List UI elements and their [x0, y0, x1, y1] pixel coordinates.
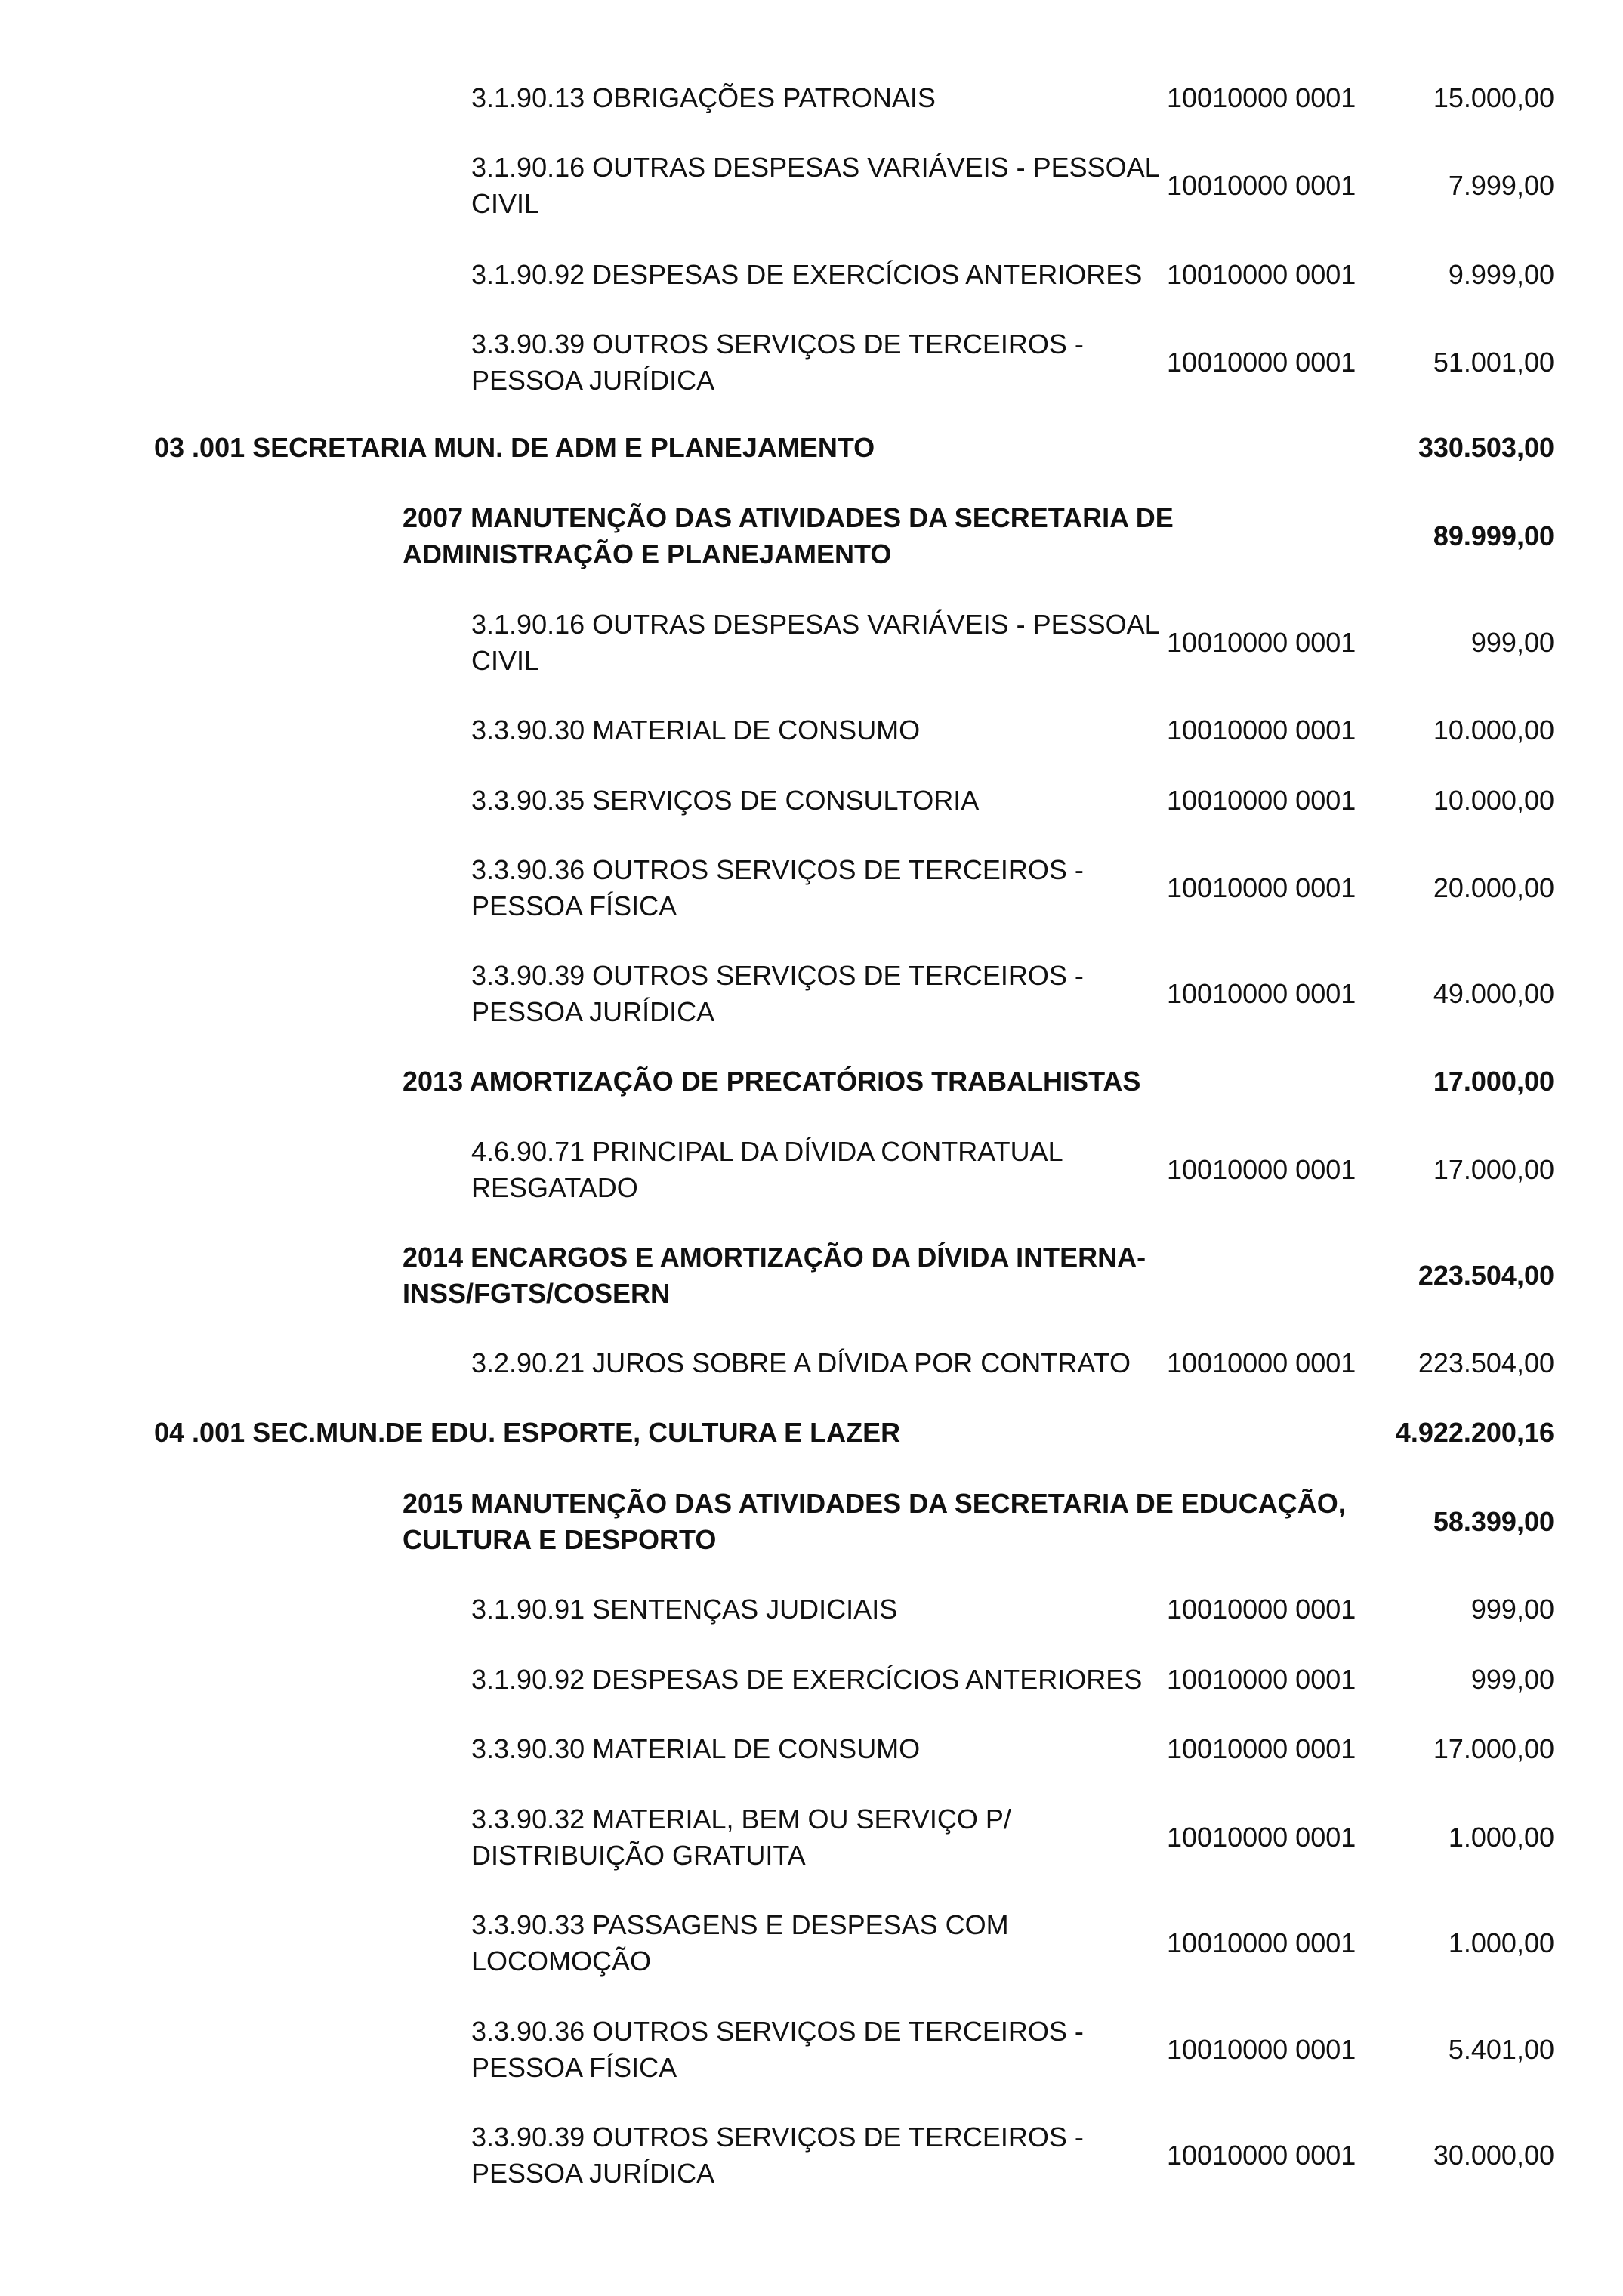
row-valor: 51.001,00	[1433, 347, 1554, 378]
row-valor: 999,00	[1470, 1664, 1554, 1695]
elemento-row	[0, 1662, 1623, 1698]
row-description: 3.3.90.30 MATERIAL DE CONSUMO	[471, 1733, 921, 1764]
elemento-row	[0, 1345, 1623, 1381]
elemento-row	[0, 1907, 1623, 1980]
row-valor: 999,00	[1470, 1594, 1554, 1625]
row-fonte: 10010000 0001	[1167, 347, 1356, 378]
row-valor: 9.999,00	[1448, 259, 1554, 290]
row-description: 3.3.90.35 SERVIÇOS DE CONSULTORIA	[471, 785, 980, 816]
elemento-row	[0, 1801, 1623, 1874]
elemento-row	[0, 326, 1623, 399]
row-description: 3.3.90.32 MATERIAL, BEM OU SERVIÇO P/ DISTRIBUIÇÃO GRATUITA	[471, 1804, 1011, 1871]
row-fonte: 10010000 0001	[1167, 1822, 1356, 1853]
row-valor: 17.000,00	[1433, 1066, 1554, 1097]
row-valor: 5.401,00	[1448, 2034, 1554, 2065]
row-valor: 17.000,00	[1433, 1154, 1554, 1185]
row-fonte: 10010000 0001	[1167, 1927, 1356, 1958]
elemento-row	[0, 606, 1623, 679]
row-fonte: 10010000 0001	[1167, 978, 1356, 1009]
row-description: 3.1.90.92 DESPESAS DE EXERCÍCIOS ANTERIORES	[471, 1664, 1143, 1695]
row-description: 3.1.90.16 OUTRAS DESPESAS VARIÁVEIS - PESSOAL CIVIL	[471, 152, 1160, 219]
row-valor: 223.504,00	[1418, 1260, 1554, 1291]
row-description: 3.3.90.39 OUTROS SERVIÇOS DE TERCEIROS - PESSOA JURÍDICA	[471, 2122, 1084, 2189]
row-fonte: 10010000 0001	[1167, 170, 1356, 201]
row-description: 3.3.90.30 MATERIAL DE CONSUMO	[471, 714, 921, 745]
row-valor: 89.999,00	[1433, 520, 1554, 551]
row-description: 2015 MANUTENÇÃO DAS ATIVIDADES DA SECRETARIA DE EDUCAÇÃO, CULTURA E DESPORTO	[403, 1488, 1346, 1555]
row-fonte: 10010000 0001	[1167, 1594, 1356, 1625]
row-valor: 1.000,00	[1448, 1822, 1554, 1853]
secretaria-row	[0, 430, 1623, 466]
row-fonte: 10010000 0001	[1167, 714, 1356, 745]
acao-row	[0, 1486, 1623, 1558]
row-valor: 10.000,00	[1433, 785, 1554, 816]
elemento-row	[0, 80, 1623, 116]
row-valor: 58.399,00	[1433, 1506, 1554, 1537]
row-description: 3.1.90.16 OUTRAS DESPESAS VARIÁVEIS - PESSOAL CIVIL	[471, 609, 1160, 676]
row-valor: 4.922.200,16	[1395, 1417, 1554, 1448]
elemento-row	[0, 1134, 1623, 1206]
row-fonte: 10010000 0001	[1167, 2140, 1356, 2171]
elemento-row	[0, 1591, 1623, 1628]
row-valor: 15.000,00	[1433, 82, 1554, 113]
row-fonte: 10010000 0001	[1167, 1664, 1356, 1695]
elemento-row	[0, 2014, 1623, 2086]
acao-row	[0, 1239, 1623, 1312]
acao-row	[0, 500, 1623, 572]
elemento-row	[0, 782, 1623, 819]
elemento-row	[0, 257, 1623, 293]
row-description: 3.3.90.36 OUTROS SERVIÇOS DE TERCEIROS - PESSOA FÍSICA	[471, 854, 1084, 921]
row-fonte: 10010000 0001	[1167, 82, 1356, 113]
row-fonte: 10010000 0001	[1167, 1347, 1356, 1378]
row-description: 2014 ENCARGOS E AMORTIZAÇÃO DA DÍVIDA INTERNA- INSS/FGTS/COSERN	[403, 1242, 1146, 1309]
row-fonte: 10010000 0001	[1167, 1154, 1356, 1185]
row-valor: 1.000,00	[1448, 1927, 1554, 1958]
row-valor: 49.000,00	[1433, 978, 1554, 1009]
row-description: 2007 MANUTENÇÃO DAS ATIVIDADES DA SECRETARIA DE ADMINISTRAÇÃO E PLANEJAMENTO	[403, 502, 1174, 569]
row-valor: 10.000,00	[1433, 714, 1554, 745]
row-valor: 223.504,00	[1418, 1347, 1554, 1378]
elemento-row	[0, 852, 1623, 924]
row-valor: 17.000,00	[1433, 1733, 1554, 1764]
row-fonte: 10010000 0001	[1167, 259, 1356, 290]
row-valor: 30.000,00	[1433, 2140, 1554, 2171]
row-description: 3.2.90.21 JUROS SOBRE A DÍVIDA POR CONTRATO	[471, 1347, 1131, 1378]
row-description: 3.3.90.39 OUTROS SERVIÇOS DE TERCEIROS - PESSOA JURÍDICA	[471, 329, 1084, 396]
elemento-row	[0, 1731, 1623, 1767]
row-fonte: 10010000 0001	[1167, 785, 1356, 816]
row-description: 3.3.90.39 OUTROS SERVIÇOS DE TERCEIROS - PESSOA JURÍDICA	[471, 960, 1084, 1027]
row-description: 3.3.90.33 PASSAGENS E DESPESAS COM LOCOMOÇÃO	[471, 1909, 1009, 1977]
row-description: 03 .001 SECRETARIA MUN. DE ADM E PLANEJAMENTO	[154, 432, 875, 463]
row-description: 3.3.90.36 OUTROS SERVIÇOS DE TERCEIROS - PESSOA FÍSICA	[471, 2016, 1084, 2083]
secretaria-row	[0, 1415, 1623, 1451]
row-valor: 330.503,00	[1418, 432, 1554, 463]
row-valor: 20.000,00	[1433, 872, 1554, 903]
row-description: 04 .001 SEC.MUN.DE EDU. ESPORTE, CULTURA E LAZER	[154, 1417, 901, 1448]
row-fonte: 10010000 0001	[1167, 872, 1356, 903]
row-description: 3.1.90.92 DESPESAS DE EXERCÍCIOS ANTERIORES	[471, 259, 1143, 290]
row-valor: 7.999,00	[1448, 170, 1554, 201]
elemento-row	[0, 958, 1623, 1030]
row-fonte: 10010000 0001	[1167, 1733, 1356, 1764]
elemento-row	[0, 712, 1623, 748]
elemento-row	[0, 150, 1623, 222]
row-description: 2013 AMORTIZAÇÃO DE PRECATÓRIOS TRABALHISTAS	[403, 1066, 1141, 1097]
row-description: 3.1.90.13 OBRIGAÇÕES PATRONAIS	[471, 82, 936, 113]
row-fonte: 10010000 0001	[1167, 2034, 1356, 2065]
row-description: 3.1.90.91 SENTENÇAS JUDICIAIS	[471, 1594, 898, 1625]
row-fonte: 10010000 0001	[1167, 627, 1356, 658]
row-valor: 999,00	[1470, 627, 1554, 658]
row-description: 4.6.90.71 PRINCIPAL DA DÍVIDA CONTRATUAL RESGATADO	[471, 1136, 1063, 1203]
elemento-row	[0, 2119, 1623, 2192]
acao-row	[0, 1063, 1623, 1100]
